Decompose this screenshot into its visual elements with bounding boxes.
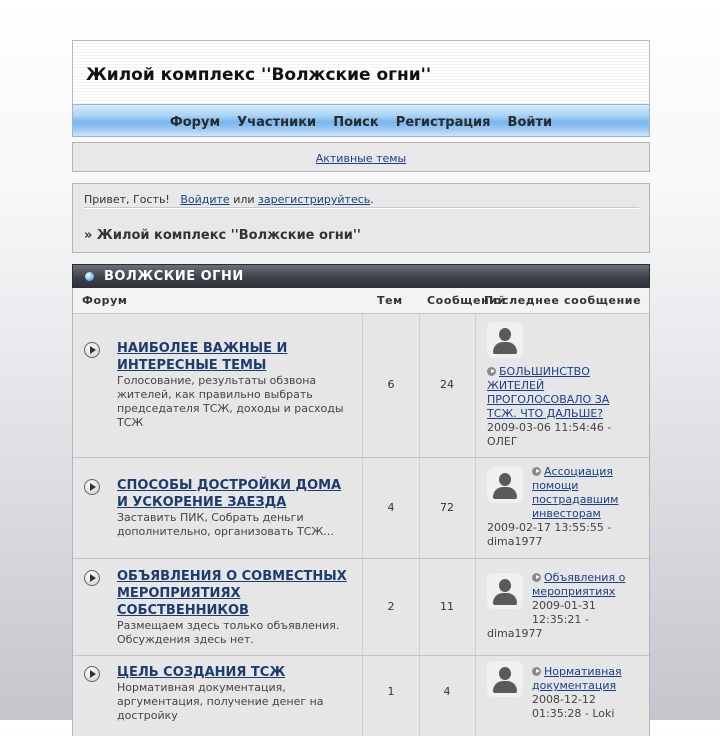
forum-status-icon — [84, 342, 100, 358]
last-post-title-line: ТСЖ. ЧТО ДАЛЬШЕ? — [487, 407, 604, 420]
avatar[interactable] — [487, 573, 523, 609]
forum-status-icon — [84, 666, 100, 682]
forum-table — [72, 288, 650, 736]
nav-register[interactable]: Регистрация — [395, 115, 491, 130]
last-post-cell — [476, 314, 649, 457]
last-post-date: 2009-03-06 11:54:46 - — [487, 421, 612, 434]
last-post-title-line: помощи — [532, 479, 579, 492]
last-post-date: 2008-12-12 — [532, 693, 596, 706]
last-post-title-line: пострадавшим — [532, 493, 619, 506]
forum-status-icon — [84, 570, 100, 586]
login-link[interactable]: Войдите — [180, 193, 230, 206]
site-header — [72, 40, 650, 105]
last-post-title-line: документация — [532, 679, 617, 692]
goto-arrow-icon — [487, 367, 496, 376]
nav-members[interactable]: Участники — [237, 115, 317, 130]
last-post-title-line: мероприятиях — [532, 585, 616, 598]
forum-title[interactable] — [117, 477, 353, 511]
goto-arrow-icon — [532, 573, 541, 582]
header-topics: Тем — [377, 294, 403, 307]
forum-row — [73, 559, 649, 656]
last-post-info — [487, 365, 611, 449]
forum-row — [73, 314, 649, 458]
active-topics-bar — [72, 142, 650, 172]
last-post-title-line: инвесторам — [532, 507, 601, 520]
posts-count: 11 — [440, 600, 454, 613]
header-posts: Сообщений — [427, 294, 506, 307]
header-last-post: Последнее сообщение — [484, 294, 642, 307]
breadcrumb[interactable]: » Жилой комплекс ''Волжские огни'' — [84, 228, 361, 243]
forum-cell — [73, 314, 361, 457]
forum-status-icon — [84, 479, 100, 495]
forum-title-line: И УСКОРЕНИЕ ЗАЕЗДА — [117, 495, 287, 510]
last-post-title-line: Ассоциация — [544, 465, 613, 478]
goto-arrow-icon — [532, 467, 541, 476]
last-post-author: ОЛЕГ — [487, 435, 518, 448]
table-header — [73, 288, 649, 314]
last-post-link[interactable] — [487, 365, 609, 420]
header-forum: Форум — [82, 294, 128, 307]
period-text: . — [370, 193, 374, 206]
forum-row — [73, 458, 649, 559]
topics-cell — [362, 314, 420, 457]
site-title: Жилой комплекс ''Волжские огни'' — [86, 65, 432, 85]
avatar[interactable] — [487, 467, 523, 503]
forum-cell — [73, 656, 361, 736]
category-title[interactable]: ВОЛЖСКИЕ ОГНИ — [104, 269, 244, 284]
category-header — [72, 264, 650, 290]
forum-description: Нормативная документация, аргументация, получение денег на достройку — [117, 681, 324, 722]
forum-title-line: СОБСТВЕННИКОВ — [117, 603, 249, 618]
forum-row — [73, 656, 649, 736]
last-post-date: 2009-02-17 13:55:55 - — [487, 521, 612, 534]
nav-login[interactable]: Войти — [507, 115, 553, 130]
avatar[interactable] — [487, 322, 523, 358]
last-post-date: 2009-01-31 — [532, 599, 596, 612]
topics-count: 1 — [387, 685, 395, 698]
forum-title-line: СПОСОБЫ ДОСТРОЙКИ ДОМА — [117, 478, 342, 493]
last-post-cell — [476, 458, 649, 558]
last-post-link[interactable] — [532, 571, 625, 598]
last-post-time-author: 01:35:28 - Loki — [532, 707, 615, 720]
nav-search[interactable]: Поиск — [333, 115, 379, 130]
goto-arrow-icon — [532, 667, 541, 676]
forum-description: Голосование, результаты обзвона жителей, как правильно выбрать председателя ТСЖ, доходы и расходы ТСЖ — [117, 374, 344, 429]
avatar[interactable] — [487, 661, 523, 697]
topics-count: 4 — [387, 501, 395, 514]
forum-title-line: НАИБОЛЕЕ ВАЖНЫЕ И — [117, 341, 288, 356]
last-post-link[interactable] — [532, 465, 618, 520]
last-post-author: dima1977 — [487, 627, 543, 640]
topics-cell — [362, 458, 420, 558]
last-post-title-line: Нормативная — [544, 665, 622, 678]
last-post-meta — [487, 521, 611, 549]
last-post-link[interactable] — [532, 665, 622, 692]
forum-title[interactable] — [117, 664, 353, 681]
last-post-title-line: БОЛЬШИНСТВО — [499, 365, 590, 378]
posts-count: 72 — [440, 501, 454, 514]
last-post-title-line: ЖИТЕЛЕЙ — [487, 379, 545, 392]
forum-title-line: ОБЪЯВЛЕНИЯ О СОВМЕСТНЫХ — [117, 569, 347, 584]
topics-cell — [362, 656, 420, 736]
last-post-author: dima1977 — [487, 535, 543, 548]
or-text: или — [233, 193, 255, 206]
posts-count: 24 — [440, 378, 454, 391]
greeting-line — [84, 193, 374, 206]
register-link[interactable]: зарегистрируйтесь — [258, 193, 371, 206]
forum-title-line: ИНТЕРЕСНЫЕ ТЕМЫ — [117, 358, 267, 373]
active-topics-link[interactable]: Активные темы — [315, 152, 407, 165]
forum-description: Заставить ПИК, Собрать деньги дополнительно, организовать ТСЖ... — [117, 511, 334, 538]
greeting-text: Привет, Гость! — [84, 193, 170, 206]
last-post-info — [532, 665, 622, 721]
last-post-info — [532, 571, 625, 627]
forum-cell — [73, 559, 361, 655]
welcome-box — [72, 183, 650, 253]
posts-cell — [419, 458, 476, 558]
divider — [84, 207, 639, 209]
last-post-cell — [476, 656, 649, 736]
posts-count: 4 — [443, 685, 451, 698]
last-post-cell — [476, 559, 649, 655]
last-post-time: 12:35:21 - — [532, 613, 589, 626]
nav-forum[interactable]: Форум — [169, 115, 221, 130]
last-post-title-line: ПРОГОЛОСОВАЛО ЗА — [487, 393, 610, 406]
last-post-title-line: Объявления о — [544, 571, 626, 584]
forum-title[interactable] — [117, 568, 353, 619]
topics-cell — [362, 559, 420, 655]
forum-title[interactable] — [117, 340, 353, 374]
forum-title-line: МЕРОПРИЯТИЯХ — [117, 586, 241, 601]
topics-count: 6 — [387, 378, 395, 391]
bullet-icon — [85, 272, 94, 281]
forum-title-line: ЦЕЛЬ СОЗДАНИЯ ТСЖ — [117, 665, 286, 680]
posts-cell — [419, 559, 476, 655]
topics-count: 2 — [387, 600, 395, 613]
last-post-info — [532, 465, 618, 521]
posts-cell — [419, 656, 476, 736]
forum-description: Размещаем здесь только объявления. Обсуждения здесь нет. — [117, 619, 340, 646]
forum-cell — [73, 458, 361, 558]
main-nav — [72, 104, 650, 137]
posts-cell — [419, 314, 476, 457]
